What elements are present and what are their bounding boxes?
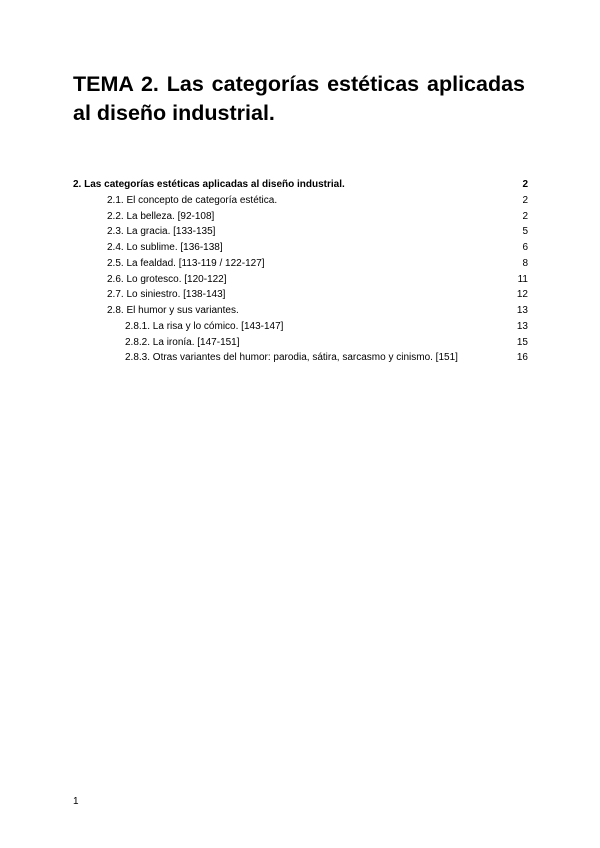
toc-entry-label: 2.8.2. La ironía. [147-151]	[125, 336, 240, 348]
toc-entry-page: 16	[516, 352, 528, 364]
toc-entry[interactable]	[73, 240, 528, 256]
toc-entry[interactable]	[73, 177, 528, 193]
toc-entry-label: 2.3. La gracia. [133-135]	[107, 226, 216, 238]
toc-entry[interactable]	[73, 193, 528, 209]
toc-entry-label: 2.6. Lo grotesco. [120-122]	[107, 273, 227, 285]
toc-entry-page: 8	[522, 257, 528, 269]
toc-entry[interactable]	[73, 209, 528, 225]
toc-entry-label: 2.5. La fealdad. [113-119 / 122-127]	[107, 257, 265, 269]
toc-entry[interactable]	[73, 303, 528, 319]
toc-entry-page: 6	[522, 242, 528, 253]
toc-entry-label: 2.7. Lo siniestro. [138-143]	[107, 289, 226, 301]
toc-entry-label: 2.2. La belleza. [92-108]	[107, 210, 215, 222]
toc-entry[interactable]	[73, 350, 528, 366]
toc-entry[interactable]	[73, 335, 528, 351]
toc-entry-label: 2.8.1. La risa y lo cómico. [143-147]	[125, 320, 284, 332]
toc-entry-label: 2.8.3. Otras variantes del humor: parodia, sátira, sarcasmo y cinismo. [151]	[125, 352, 458, 364]
toc-entry-label: 2. Las categorías estéticas aplicadas al diseño industrial.	[73, 179, 345, 190]
toc-entry-label: 2.8. El humor y sus variantes.	[107, 305, 239, 316]
table-of-contents	[73, 177, 528, 366]
toc-entry-page: 11	[517, 273, 528, 285]
toc-entry-page: 15	[516, 336, 528, 348]
toc-entry-page: 2	[522, 179, 528, 190]
toc-entry-label: 2.4. Lo sublime. [136-138]	[107, 242, 223, 253]
toc-entry-page: 5	[522, 226, 528, 238]
toc-entry[interactable]	[73, 272, 528, 288]
toc-entry[interactable]	[73, 256, 528, 272]
page-number: 1	[73, 796, 79, 807]
page-title: TEMA 2. Las categorías estéticas aplicadas al diseño industrial.	[73, 72, 525, 125]
toc-entry[interactable]	[73, 319, 528, 335]
toc-entry[interactable]	[73, 287, 528, 303]
toc-entry-label: 2.1. El concepto de categoría estética.	[107, 194, 278, 206]
toc-entry-page: 2	[522, 210, 528, 222]
toc-entry-page: 13	[516, 305, 528, 316]
toc-entry[interactable]	[73, 224, 528, 240]
toc-entry-page: 13	[516, 320, 528, 332]
toc-entry-page: 2	[522, 194, 528, 206]
toc-entry-page: 12	[516, 289, 528, 301]
